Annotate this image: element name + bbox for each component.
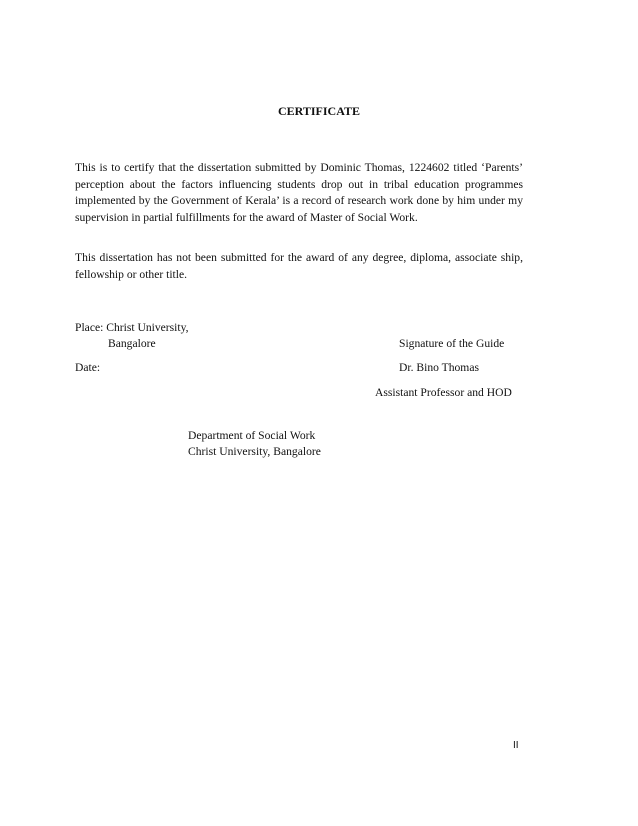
guide-title: Assistant Professor and HOD xyxy=(375,386,512,399)
certificate-paragraph-1: This is to certify that the dissertation submitted by Dominic Thomas, 1224602 titled ‘Parents’ perception about the factors influencing students drop out in tribal education programmes implemented by the Government of Kerala’ is a record of research work done by him under my supervision in partial fulfillments for the award of Master of Social Work. xyxy=(75,161,523,224)
certificate-paragraph-2: This dissertation has not been submitted for the award of any degree, diploma, associate ship, fellowship or other title. xyxy=(75,251,523,281)
department-name: Department of Social Work xyxy=(188,429,316,442)
guide-name: Dr. Bino Thomas xyxy=(399,361,479,374)
signature-label: Signature of the Guide xyxy=(399,337,505,350)
place-label: Place: Christ University, xyxy=(75,321,189,334)
page-number: II xyxy=(513,740,519,751)
place-city: Bangalore xyxy=(108,337,156,350)
date-label: Date: xyxy=(75,361,101,374)
university-name: Christ University, Bangalore xyxy=(188,445,321,458)
page-title: CERTIFICATE xyxy=(277,104,361,118)
